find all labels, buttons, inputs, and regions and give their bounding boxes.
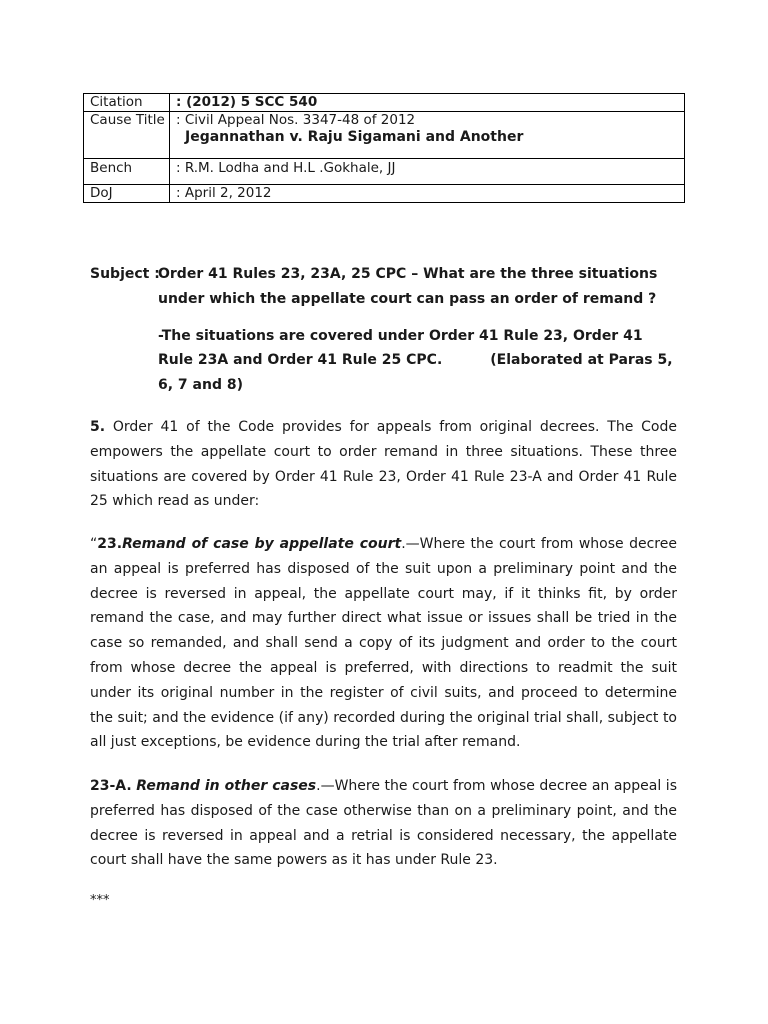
subject-situations	[90, 324, 678, 398]
case-parties: Jegannathan v. Raju Sigamani and Another	[185, 129, 524, 145]
rule-text: .—Where the court from whose decree an appeal is preferred has disposed of the case otherwise than on a preliminary point, and the decree is reversed in appeal and a retrial is considered necessary, the appellate court shall have the same powers as it has under Rule 23.	[90, 778, 677, 869]
doj-label: DoJ	[84, 185, 170, 203]
rule-heading: Remand of case by appellate court	[122, 536, 402, 552]
bench-value: : R.M. Lodha and H.L .Gokhale, JJ	[170, 159, 685, 185]
cause-title-cell	[170, 112, 685, 159]
rule-23a-quote	[90, 774, 677, 873]
subject-text-1: Order 41 Rules 23, 23A, 25 CPC – What are the three situations	[158, 266, 658, 282]
doj-row	[84, 185, 685, 203]
rule-heading: Remand in other cases	[136, 778, 317, 794]
cause-title-label: Cause Title	[84, 112, 170, 159]
bench-label: Bench	[84, 159, 170, 185]
citation-value: : (2012) 5 SCC 540	[170, 94, 685, 112]
subject-situations-text: -The situations are covered under Order 41 Rule 23, Order 41 Rule 23A and Order 41 Rule 25 CPC.	[158, 327, 643, 369]
subject-label: Subject :	[90, 266, 160, 282]
paragraph-5	[90, 415, 677, 514]
subject-line-2: under which the appellate court can pass an order of remand ?	[158, 290, 657, 307]
open-quote: “	[90, 536, 98, 552]
bench-row	[84, 159, 685, 185]
rule-text: .—Where the court from whose decree an appeal is preferred has disposed of the suit upon a preliminary point and the decree is reversed in appeal, the appellate court may, if it thinks fit, by order remand the case, and may further direct what issue or issues shall be tried in the case so remanded, and shall send a copy of its judgment and order to the court from whose decree the appeal is preferred, with directions to readmit the suit under its original number in the register of civil suits, and proceed to determine the suit; and the evidence (if any) recorded during the original trial shall, subject to all just exceptions, be evidence during the trial after remand.	[90, 536, 677, 751]
rule-23-quote	[90, 532, 677, 755]
cause-title-row	[84, 112, 685, 159]
subject-line-1	[90, 262, 690, 287]
case-details-table	[83, 93, 685, 203]
subject-block	[90, 262, 690, 398]
citation-label: Citation	[84, 94, 170, 112]
rule-number: 23-A.	[90, 778, 132, 794]
appeal-number: : Civil Appeal Nos. 3347-48 of 2012	[176, 112, 416, 128]
section-separator: ***	[90, 893, 110, 908]
paragraph-number: 5.	[90, 419, 106, 435]
paragraph-text: Order 41 of the Code provides for appeals from original decrees. The Code empowers the appellate court to order remand in three situations. These three situations are covered by Order 41 Rule 23, Order 41 Rule 23-A and Order 41 Rule 25 which read as under:	[90, 419, 677, 510]
rule-number: 23.	[97, 536, 123, 552]
citation-row	[84, 94, 685, 112]
subject-elaborated-note: (Elaborated at Paras 5, 6, 7 and 8)	[158, 352, 673, 394]
doj-value: : April 2, 2012	[170, 185, 685, 203]
